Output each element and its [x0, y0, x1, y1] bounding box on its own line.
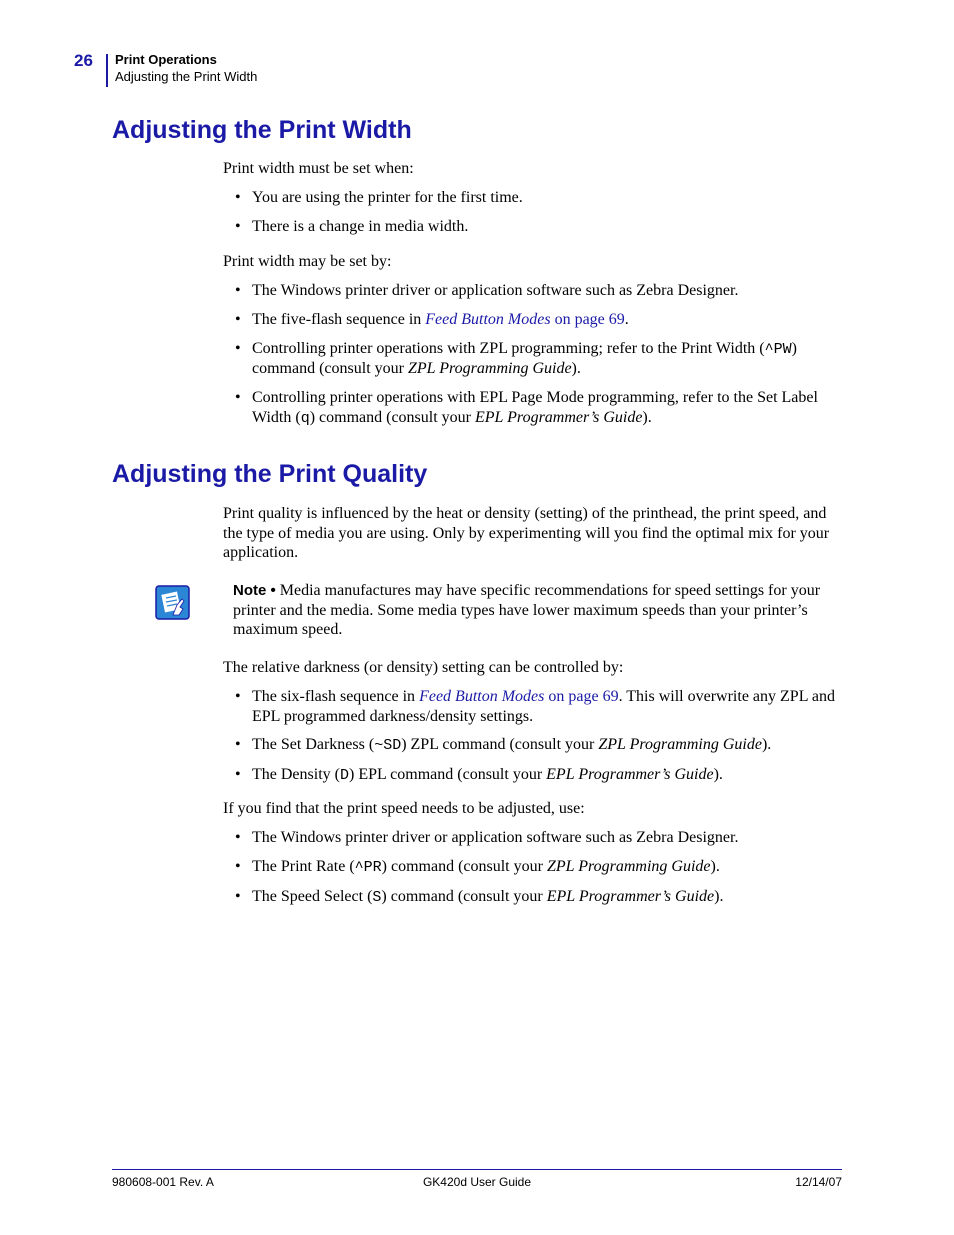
list-item-text: The Windows printer driver or application software such as Zebra Designer. — [252, 282, 739, 299]
list-item-text: . — [624, 310, 629, 328]
list-item-text: ) command (consult your — [252, 339, 797, 378]
list-item-text: ) command (consult your — [309, 408, 475, 426]
list-item-text: ) EPL command (consult your — [349, 766, 547, 784]
list-item: • The Windows printer driver or application software such as Zebra Designer. — [235, 282, 739, 299]
print-quality-intro: Print quality is influenced by the heat or density (setting) of the printhead, the print speed, and the type of media you are using. Only by experimenting will you find the optimal mix for your application. — [223, 505, 830, 562]
list-item: • Controlling printer operations with EPL Page Mode programming, refer to the Set Label Width (q) command (consult your EPL Programmer’s Guide). — [235, 389, 818, 427]
footer-date: 12/14/07 — [795, 1175, 842, 1189]
note-body: Media manufactures may have specific recommendations for speed settings for your printer and the media. Some media types have lower maximum speeds than your printer’s maximum speed. — [233, 582, 821, 639]
page-ref-link[interactable]: on page 69 — [544, 688, 619, 705]
command-code: S — [372, 888, 382, 906]
list-item-text: You are using the printer for the first time. — [252, 189, 523, 206]
list-item-text: There is a change in media width. — [252, 217, 469, 235]
list-item-text: Controlling printer operations with ZPL programming; refer to the Print Width ( — [252, 339, 765, 357]
note-callout — [233, 581, 843, 640]
footer-divider — [112, 1169, 842, 1170]
list-item-text: The Density ( — [252, 766, 340, 784]
list-item: • You are using the printer for the first time. — [235, 189, 523, 206]
feed-button-modes-link[interactable]: Feed Button Modes — [419, 688, 545, 705]
footer-guide-title: GK420d User Guide — [422, 1175, 532, 1189]
list-item-text: ) ZPL command (consult your — [401, 736, 599, 754]
list-item: • There is a change in media width. — [235, 217, 469, 235]
guide-title: EPL Programmer’s Guide — [546, 766, 714, 784]
list-item-text: The Set Darkness ( — [252, 736, 375, 754]
list-item-text: . This will overwrite any ZPL and EPL programmed darkness/density settings. — [252, 688, 835, 725]
command-code: ^PW — [764, 340, 792, 358]
header-chapter: Print Operations — [115, 52, 217, 67]
footer-doc-number: 980608-001 Rev. A — [112, 1175, 214, 1189]
list-item-text: ). — [714, 887, 724, 905]
list-item: • The Set Darkness (~SD) ZPL command (consult your ZPL Programming Guide). — [235, 736, 772, 755]
list-item-text: The six-flash sequence in — [252, 688, 420, 705]
list-item-text: ). — [571, 360, 581, 378]
feed-button-modes-link[interactable]: Feed Button Modes — [425, 310, 551, 328]
list-item-text: ). — [642, 408, 652, 426]
command-code: ^PR — [354, 858, 382, 876]
guide-title: ZPL Programming Guide — [598, 736, 762, 754]
list-item-text: The Windows printer driver or application software such as Zebra Designer. — [252, 829, 739, 846]
note-label: Note • — [233, 582, 276, 599]
guide-title: ZPL Programming Guide — [407, 360, 572, 378]
list-item-text: ). — [713, 766, 723, 784]
print-width-intro: Print width must be set when: — [223, 160, 414, 177]
list-item: • The Density (D) EPL command (consult your EPL Programmer’s Guide). — [235, 766, 723, 785]
section-title-print-quality: Adjusting the Print Quality — [112, 460, 428, 488]
command-code: q — [300, 409, 310, 427]
list-item-text: The Print Rate ( — [252, 857, 355, 875]
list-item-text: ). — [761, 736, 772, 754]
list-item: • The Print Rate (^PR) command (consult your ZPL Programming Guide). — [235, 857, 720, 876]
list-item: • The five-flash sequence in Feed Button Modes on page 69. — [235, 310, 629, 328]
list-item-text: ) command (consult your — [381, 887, 547, 905]
guide-title: EPL Programmer’s Guide — [546, 887, 715, 905]
page-number: 26 — [74, 51, 93, 70]
list-item: • The six-flash sequence in Feed Button Modes on page 69. This will overwrite any ZPL and EPL programmed darkness/density settings. — [235, 688, 835, 725]
list-item-text: The five-flash sequence in — [252, 310, 426, 328]
page-ref-link[interactable]: on page 69 — [550, 310, 625, 328]
speed-intro: If you find that the print speed needs to be adjusted, use: — [223, 800, 585, 817]
list-item-text: ) command (consult your — [381, 857, 547, 875]
speed-methods-list — [223, 828, 843, 907]
note-hand-icon — [155, 585, 190, 620]
list-item: • The Windows printer driver or application software such as Zebra Designer. — [235, 829, 739, 846]
print-width-when-list — [223, 188, 843, 236]
guide-title: ZPL Programming Guide — [546, 857, 711, 875]
guide-title: EPL Programmer’s Guide — [475, 408, 643, 426]
header-divider — [106, 54, 108, 87]
darkness-intro: The relative darkness (or density) setting can be controlled by: — [223, 659, 624, 676]
print-width-methods-list — [223, 281, 843, 428]
darkness-methods-list — [223, 687, 843, 786]
list-item: • The Speed Select (S) command (consult your EPL Programmer’s Guide). — [235, 887, 724, 906]
section-title-print-width: Adjusting the Print Width — [112, 116, 412, 144]
command-code: D — [339, 767, 349, 785]
print-width-methods-intro: Print width may be set by: — [223, 253, 392, 270]
list-item-text: ). — [710, 857, 720, 875]
header-section: Adjusting the Print Width — [115, 69, 258, 84]
command-code: ~SD — [374, 737, 402, 755]
list-item: • Controlling printer operations with ZPL programming; refer to the Print Width (^PW) command (consult your ZPL Programming Guide). — [235, 339, 797, 378]
list-item-text: Controlling printer operations with EPL Page Mode programming, refer to the Set Label Width ( — [252, 389, 818, 426]
list-item-text: The Speed Select ( — [252, 887, 373, 905]
